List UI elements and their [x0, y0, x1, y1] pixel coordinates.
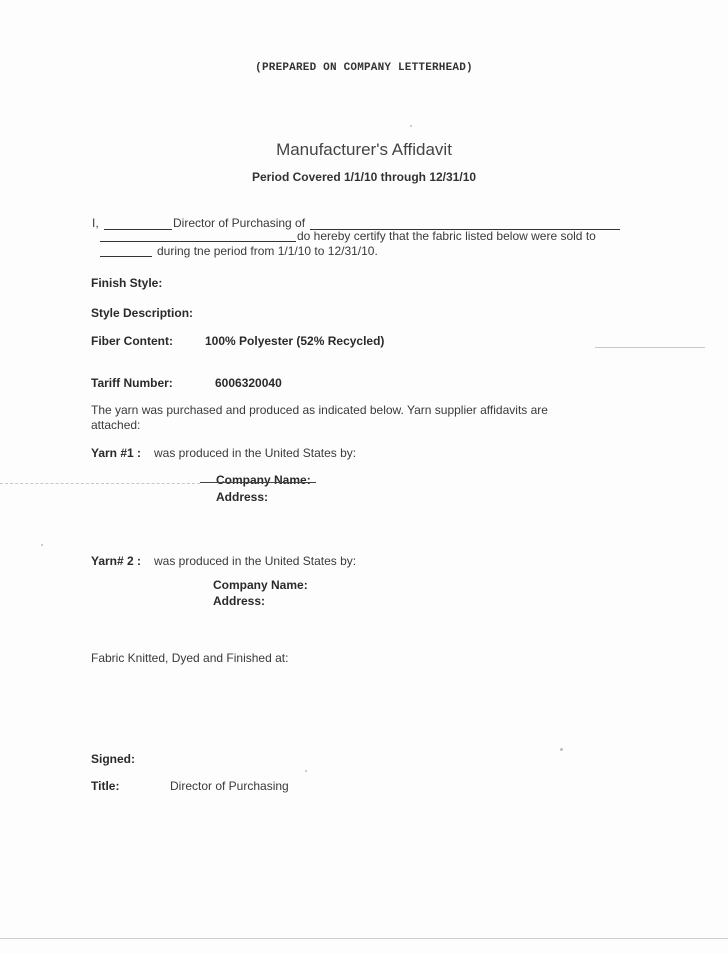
scan-artifact-dot: [305, 770, 307, 772]
yarn1-company-label: Company Name:: [216, 473, 311, 487]
during-blank-line: [100, 256, 152, 257]
scan-bottom-edge: [0, 938, 728, 939]
yarn1-label: Yarn #1 :: [91, 446, 142, 460]
letterhead-note: (PREPARED ON COMPANY LETTERHEAD): [255, 62, 473, 74]
yarn2-company-label: Company Name:: [213, 578, 308, 592]
fiber-content-label: Fiber Content:: [91, 334, 173, 348]
scan-artifact-dot: [41, 544, 43, 546]
scan-artifact-rule: [0, 483, 200, 484]
signed-label: Signed:: [91, 752, 135, 766]
yarn1-text: was produced in the United States by:: [154, 446, 357, 460]
yarn1-strike-line: [200, 482, 316, 483]
fiber-content-value: 100% Polyester (52% Recycled): [205, 334, 385, 348]
style-description-label: Style Description:: [91, 306, 194, 320]
certify-text: do hereby certify that the fabric listed below were sold to: [297, 229, 596, 243]
yarn2-label: Yarn# 2 :: [91, 554, 142, 568]
during-text: during tne period from 1/1/10 to 12/31/10.: [157, 244, 378, 258]
finish-style-label: Finish Style:: [91, 276, 163, 290]
yarn2-address-label: Address:: [213, 594, 266, 608]
i-prefix: I,: [92, 216, 99, 230]
yarn-intro-line2: attached:: [91, 418, 141, 432]
scan-artifact-rule: [595, 347, 705, 348]
scan-artifact-dot: [410, 125, 412, 127]
yarn-intro-line1: The yarn was purchased and produced as indicated below. Yarn supplier affidavits are: [91, 403, 548, 417]
fabric-finished-text: Fabric Knitted, Dyed and Finished at:: [91, 651, 289, 665]
scan-artifact-dot: [560, 748, 563, 751]
period-covered: Period Covered 1/1/10 through 12/31/10: [251, 170, 477, 184]
title-label: Title:: [91, 779, 120, 793]
tariff-number-label: Tariff Number:: [91, 376, 173, 390]
tariff-number-value: 6006320040: [215, 376, 282, 390]
yarn1-address-label: Address:: [216, 490, 269, 504]
title-value: Director of Purchasing: [170, 779, 289, 793]
director-text: Director of Purchasing of: [173, 216, 306, 230]
yarn2-text: was produced in the United States by:: [154, 554, 357, 568]
name-blank-line: [104, 229, 172, 230]
buyer-blank-line: [100, 241, 296, 242]
page-title: Manufacturer's Affidavit: [276, 140, 452, 159]
